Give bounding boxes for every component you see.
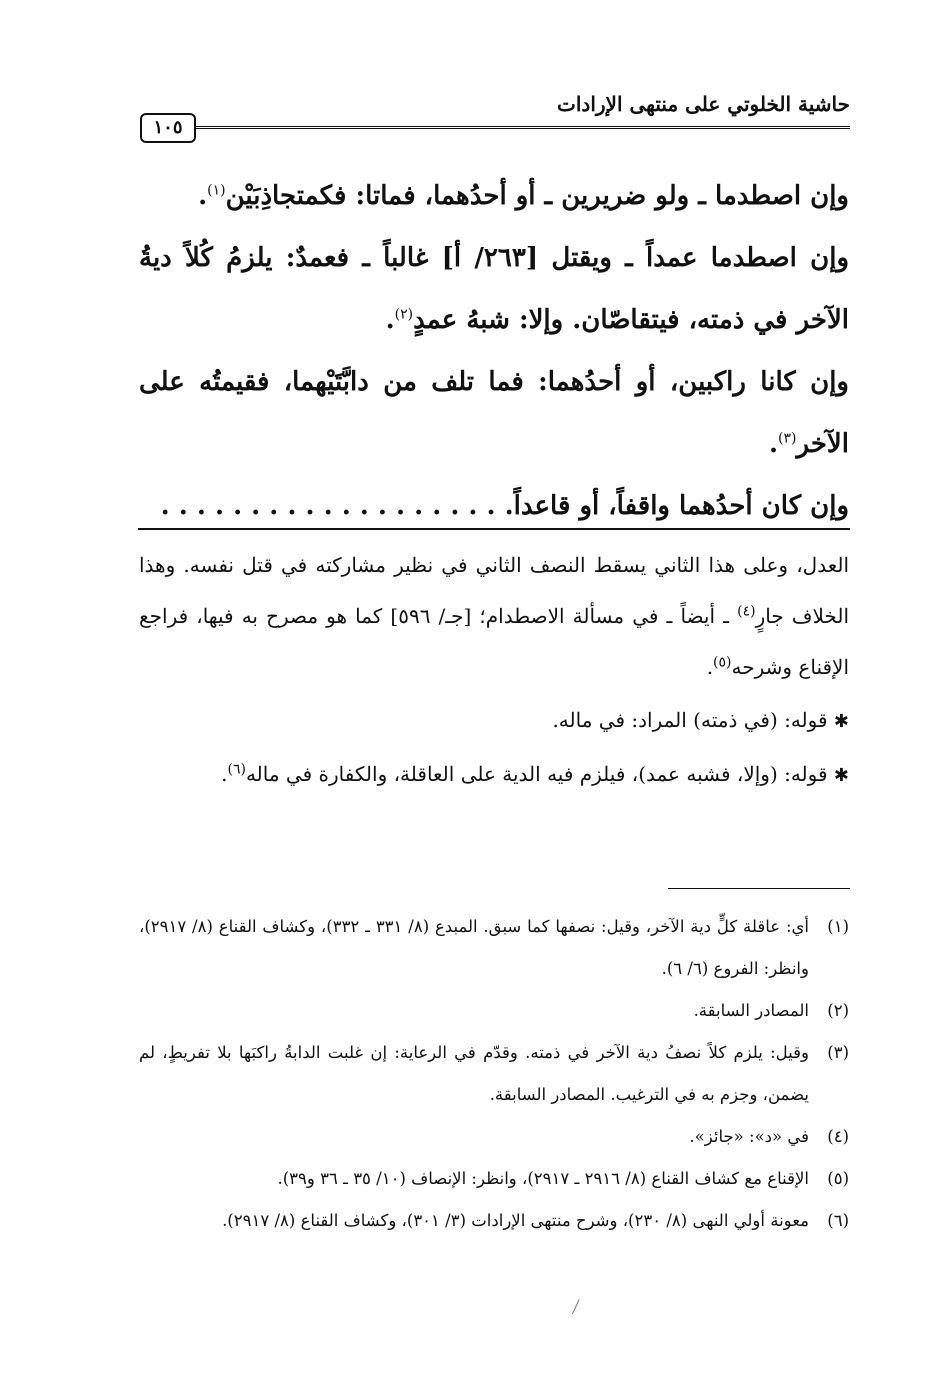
matn-paragraph: [139, 227, 849, 351]
footnote-rule: [668, 888, 850, 889]
footnote: [139, 1116, 849, 1158]
footnote-number: (٦): [827, 1211, 849, 1230]
footnote-ref: (٤): [737, 603, 756, 620]
footnote-ref: (١): [207, 182, 226, 199]
punctuation: .: [768, 429, 779, 459]
footnote-text: في «د»: «جائز».: [689, 1127, 809, 1146]
footnote-text: وقيل: يلزم كلاً نصفُ دية الآخر في ذمته. وقدّم في الرعاية: إن غلبت الدابةُ راكبَها بلا تفريطٍ، لم يضمن، وجزم به في الترغيب. المصادر السابقة.: [139, 1043, 809, 1104]
footnote-text: الإقناع مع كشاف القناع (٨/ ٢٩١٦ ـ ٢٩١٧)، وانظر: الإنصاف (١٠/ ٣٥ ـ ٣٦ و٣٩).: [277, 1169, 809, 1188]
commentary-text: العدل، وعلى هذا الثاني يسقط النصف الثاني في نظير مشاركته في قتل نفسه. وهذا الخلاف جارٍ: [139, 553, 849, 628]
commentary-text: قوله: (في ذمته) المراد: في ماله.: [552, 708, 828, 732]
matn-paragraph: [139, 165, 849, 227]
footnote: [139, 906, 849, 990]
footnote-number: (٢): [827, 1001, 849, 1020]
punctuation: .: [221, 762, 228, 786]
footnote: [139, 990, 849, 1032]
footnotes: [139, 906, 849, 1242]
running-header: [140, 86, 850, 138]
footnote-text: أي: عاقلة كلٍّ دية الآخر، وقيل: نصفها كما سبق. المبدع (٨/ ٣٣١ ـ ٣٣٢)، وكشاف القناع (٨/ ٢٩١٧)، وانظر: الفروع (٦/ ٦).: [139, 917, 810, 978]
main-text: [139, 165, 849, 537]
footnote-text: المصادر السابقة.: [693, 1001, 809, 1020]
scan-mark: [572, 1299, 585, 1316]
commentary-quote: [139, 695, 849, 747]
footnote: [139, 1200, 849, 1242]
matn-paragraph: [139, 351, 849, 475]
footnote-number: (٤): [827, 1127, 849, 1146]
punctuation: .: [385, 305, 395, 335]
commentary: [139, 540, 849, 801]
matn-sharh-divider: [138, 528, 850, 530]
star-icon: ✱: [833, 765, 849, 786]
footnote-number: (٥): [827, 1169, 849, 1188]
matn-text: وإن كان أحدُهما واقفاً، أو قاعداً. . . . . . . . . . . . . . . . . . . .: [160, 491, 849, 521]
footnote-ref: (٣): [778, 430, 797, 447]
footnote-text: معونة أولي النهى (٨/ ٢٣٠)، وشرح منتهى الإرادات (٣/ ٣٠١)، وكشاف القناع (٨/ ٢٩١٧).: [222, 1211, 809, 1230]
footnote: [139, 1158, 849, 1200]
punctuation: .: [706, 655, 714, 679]
punctuation: .: [198, 181, 208, 211]
star-icon: ✱: [833, 711, 849, 732]
footnote-ref: (٥): [713, 654, 732, 671]
footnote: [139, 1032, 849, 1116]
commentary-quote: [139, 749, 849, 801]
commentary-text: قوله: (وإلا، فشبه عمد)، فيلزم فيه الدية على العاقلة، والكفارة في ماله: [245, 762, 828, 786]
header-rule: [196, 126, 850, 129]
page-number: ١٠٥: [140, 113, 196, 143]
footnote-number: (٣): [827, 1043, 849, 1062]
matn-text: وإن اصطدما عمداً ـ ويقتل [٢٦٣/ أ] غالباً ـ فعمدٌ: يلزمُ كُلاً ديةُ الآخر في ذمته، فيتقاصّان. وإلا: شبهُ عمدٍ: [139, 243, 849, 335]
commentary-paragraph: [139, 540, 849, 693]
footnote-ref: (٢): [394, 306, 414, 323]
book-title: حاشية الخلوتي على منتهى الإرادات: [557, 92, 850, 116]
commentary-text: ـ أيضاً ـ في مسألة الاصطدام؛ [جـ/ ٥٩٦] كما هو مصرح به فيها، فراجع الإقناع وشرحه: [139, 604, 849, 679]
matn-text: وإن اصطدما ـ ولو ضريرين ـ أو أحدُهما، فماتا: فكمتجاذِبَيْن: [225, 181, 849, 211]
matn-text: وإن كانا راكبين، أو أحدُهما: فما تلف من دابَّتَيْهما، فقيمتُه على الآخر: [139, 367, 849, 459]
footnote-ref: (٦): [227, 761, 246, 778]
footnote-number: (١): [827, 917, 849, 936]
